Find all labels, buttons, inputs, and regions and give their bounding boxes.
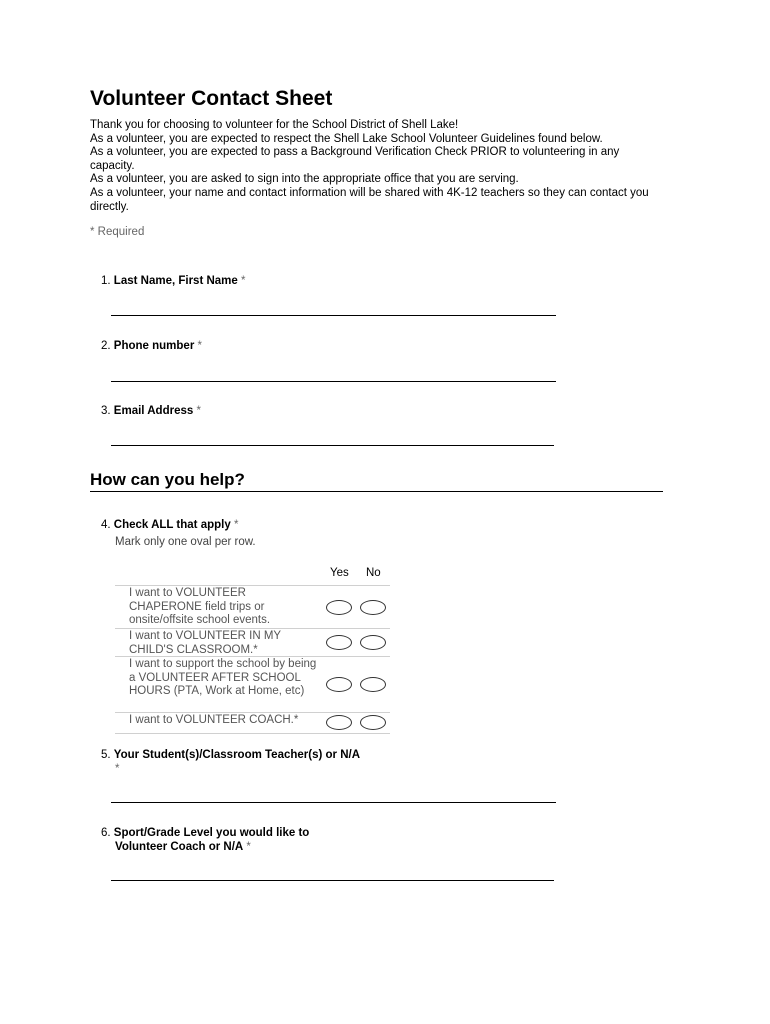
oval-radio-no[interactable]	[360, 715, 386, 730]
section-heading: How can you help?	[90, 470, 663, 492]
required-note: * Required	[90, 226, 145, 238]
column-header-no: No	[366, 567, 381, 579]
grid-row-label: I want to support the school by being a VOLUNTEER AFTER SCHOOL HOURS (PTA, Work at Home, etc)	[129, 658, 317, 697]
question-number: 1.	[101, 275, 111, 287]
grid-row-label: I want to VOLUNTEER COACH.*	[129, 714, 299, 726]
question-number: 2.	[101, 340, 111, 352]
question-4-instruction: Mark only one oval per row.	[115, 536, 256, 548]
grid-row-label: I want to VOLUNTEER IN MY CHILD'S CLASSROOM.*	[129, 630, 281, 656]
question-1-label	[101, 275, 245, 287]
oval-radio-no[interactable]	[360, 600, 386, 615]
required-star: *	[233, 519, 239, 531]
intro-line: As a volunteer, your name and contact information will be shared with 4K-12 teachers so they can contact you directly.	[90, 186, 649, 213]
question-text: Last Name, First Name	[113, 275, 238, 287]
required-star: *	[197, 340, 202, 352]
grid-row-coach	[115, 712, 390, 734]
question-number: 6.	[101, 827, 111, 839]
question-2-label	[101, 340, 202, 352]
grid-row-after-school	[115, 656, 390, 713]
oval-radio-yes[interactable]	[326, 715, 352, 730]
question-text: Volunteer Coach or N/A	[115, 841, 244, 853]
required-star: *	[241, 275, 246, 287]
intro-text	[90, 119, 665, 214]
question-number: 4.	[101, 519, 111, 531]
oval-radio-no[interactable]	[360, 635, 386, 650]
required-star	[115, 763, 119, 775]
question-6-label-line2	[115, 841, 251, 853]
question-text: Phone number	[113, 340, 195, 352]
intro-line: As a volunteer, you are expected to respect the Shell Lake School Volunteer Guidelines found below.	[90, 132, 603, 145]
oval-radio-yes[interactable]	[326, 635, 352, 650]
name-answer-line[interactable]	[111, 315, 556, 316]
grid-row-label: I want to VOLUNTEER CHAPERONE field trips or onsite/offsite school events.	[129, 587, 271, 626]
intro-line: As a volunteer, you are expected to pass a Background Verification Check PRIOR to volunteering in any capacity.	[90, 146, 620, 172]
question-5-label	[101, 749, 360, 761]
oval-radio-no[interactable]	[360, 677, 386, 692]
question-6-label	[101, 827, 309, 839]
page-title: Volunteer Contact Sheet	[90, 87, 333, 110]
question-4-label	[101, 519, 238, 531]
oval-radio-yes[interactable]	[326, 677, 352, 692]
question-text: Your Student(s)/Classroom Teacher(s) or N/A	[113, 749, 361, 761]
question-text: Email Address	[113, 405, 194, 417]
question-number: 3.	[101, 405, 111, 417]
question-text: Sport/Grade Level you would like to	[113, 827, 310, 839]
column-header-yes: Yes	[330, 567, 349, 579]
oval-radio-yes[interactable]	[326, 600, 352, 615]
email-answer-line[interactable]	[111, 445, 554, 446]
grid-row-classroom	[115, 628, 390, 657]
question-3-label	[101, 405, 201, 417]
phone-answer-line[interactable]	[111, 381, 556, 382]
sport-grade-answer-line[interactable]	[111, 880, 554, 881]
intro-line: Thank you for choosing to volunteer for the School District of Shell Lake!	[90, 119, 459, 131]
question-text: Check ALL that apply	[113, 519, 231, 531]
required-star: *	[115, 763, 120, 775]
intro-line: As a volunteer, you are asked to sign into the appropriate office that you are serving.	[90, 173, 519, 186]
question-number: 5.	[101, 749, 111, 761]
student-teacher-answer-line[interactable]	[111, 802, 556, 803]
required-star: *	[196, 405, 201, 417]
required-star: *	[246, 841, 251, 853]
grid-row-chaperone	[115, 585, 390, 629]
